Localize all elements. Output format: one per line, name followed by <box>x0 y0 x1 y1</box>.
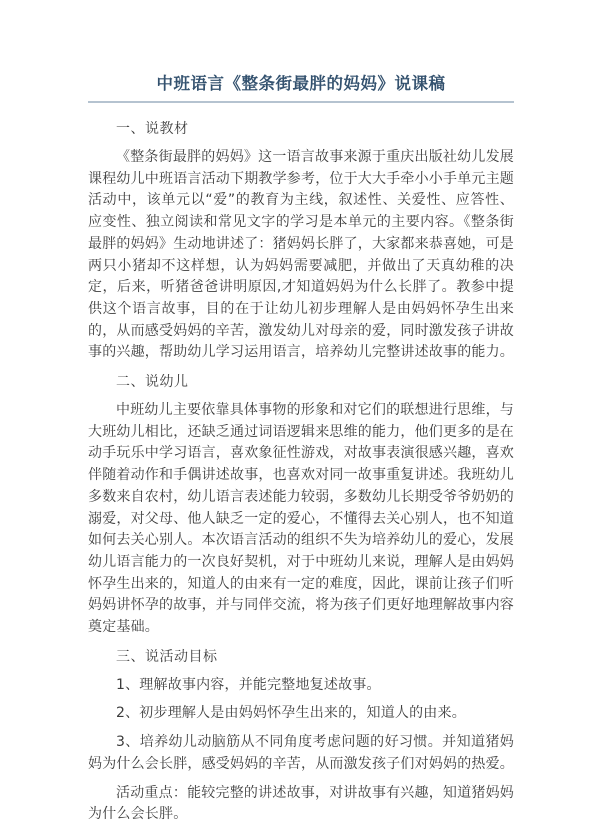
document-body <box>88 118 514 826</box>
section-heading: 二、说幼儿 <box>116 374 189 391</box>
paragraph: 3、培养幼儿动脑筋从不同角度考虑问题的好习惯。并知道猪妈妈为什么会长胖，感受妈妈的辛苦，从而激发孩子们对妈妈的热爱。 <box>88 734 514 772</box>
section-heading: 一、说教材 <box>116 121 189 137</box>
document-section <box>88 371 514 639</box>
paragraph: 中班幼儿主要依靠具体事物的形象和对它们的联想进行思维，与大班幼儿相比，还缺乏通过词语逻辑来思维的能力，他们更多的是在动手玩乐中学习语言，喜欢象征性游戏，对故事表演很感兴趣，喜欢伴随着动作和手偶讲述故事，也喜欢对同一故事重复讲述。我班幼儿多数来自农村，幼儿语言表述能力较弱，多数幼儿长期受爷爷奶奶的溺爱，对父母、他人缺乏一定的爱心，不懂得去关心别人，也不知道如何去关心别人。本次语言活动的组织不失为培养幼儿的爱心，发展幼儿语言能力的一次良好契机，对于中班幼儿来说，理解人是由妈妈怀孕生出来的，知道人的由来有一定的难度，因此，课前让孩子们听妈妈讲怀孕的故事，并与同伴交流，将为孩子们更好地理解故事内容奠定基础。 <box>88 402 514 636</box>
section-heading: 三、说活动目标 <box>116 648 218 665</box>
document-section <box>88 646 514 826</box>
document-title: 中班语言《整条街最胖的妈妈》说课稿 <box>156 74 446 93</box>
document-section <box>88 118 514 364</box>
title-underline-divider <box>88 101 514 103</box>
paragraph: 《整条街最胖的妈妈》这一语言故事来源于重庆出版社幼儿发展课程幼儿中班语言活动下期教学参考，位于大大手牵小小手单元主题活动中，该单元以“爱”的教育为主线，叙述性、关爱性、应答性、应变性、独立阅读和常见文字的学习是本单元的主要内容。《整条街最胖的妈妈》生动地讲述了：猪妈妈长胖了，大家都来恭喜她，可是两只小猪却不这样想，认为妈妈需要减肥，并做出了天真幼稚的决定，后来，听猪爸爸讲明原因,才知道妈妈为什么长胖了。教参中提供这个语言故事，目的在于让幼儿初步理解人是由妈妈怀孕生出来的，从而感受妈妈的辛苦，激发幼儿对母亲的爱，同时激发孩子讲故事的兴趣，帮助幼儿学习运用语言，培养幼儿完整讲述故事的能力。 <box>88 149 514 361</box>
paragraph: 活动重点：能较完整的讲述故事，对讲故事有兴趣，知道猪妈妈为什么会长胖。 <box>88 784 514 823</box>
paragraph: 2、初步理解人是由妈妈怀孕生出来的，知道人的由来。 <box>116 705 466 722</box>
paragraph: 1、理解故事内容，并能完整地复述故事。 <box>116 676 381 693</box>
